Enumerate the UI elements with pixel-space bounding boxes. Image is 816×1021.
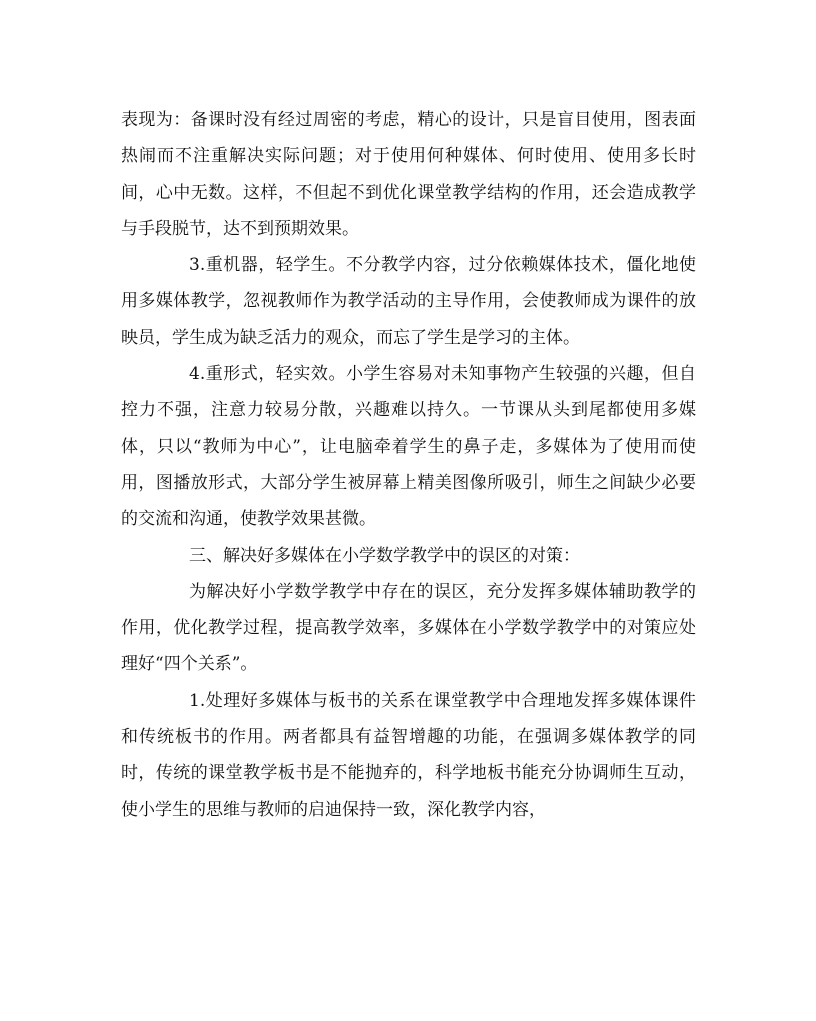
paragraph-intro: 为解决好小学数学教学中存在的误区，充分发挥多媒体辅助教学的作用，优化教学过程，提高教学效率，多媒体在小学数学教学中的对策应处理好“四个关系”。	[121, 581, 696, 675]
paragraph-continuation: 表现为：备课时没有经过周密的考虑，精心的设计，只是盲目使用，图表面热闹而不注重解决实际问题；对于使用何种媒体、何时使用、使用多长时间，心中无数。这样，不但起不到优化课堂教学结构的作用，还会造成教学与手段脱节，达不到预期效果。	[121, 110, 696, 239]
document-body	[121, 102, 696, 828]
paragraph-point-3: 3.重机器，轻学生。不分教学内容，过分依赖媒体技术，僵化地使用多媒体教学，忽视教师作为教学活动的主导作用，会使教师成为课件的放映员，学生成为缺乏活力的观众，而忘了学生是学习的主体。	[121, 255, 696, 348]
section-heading-3: 三、解决好多媒体在小学数学教学中的误区的对策：	[189, 545, 580, 566]
paragraph-point-1: 1.处理好多媒体与板书的关系在课堂教学中合理地发挥多媒体课件和传统板书的作用。两者都具有益智增趣的功能，在强调多媒体教学的同时，传统的课堂教学板书是不能抛弃的，科学地板书能充分协调师生互动，使小学生的思维与教师的启迪保持一致，深化教学内容，	[121, 690, 696, 820]
paragraph-point-4: 4.重形式，轻实效。小学生容易对未知事物产生较强的兴趣，但自控力不强，注意力较易分散，兴趣难以持久。一节课从头到尾都使用多媒体，只以“教师为中心”，让电脑牵着学生的鼻子走，多媒体为了使用而使用，图播放形式，大部分学生被屏幕上精美图像所吸引，师生之间缺少必要的交流和沟通，使教学效果甚微。	[121, 364, 696, 530]
